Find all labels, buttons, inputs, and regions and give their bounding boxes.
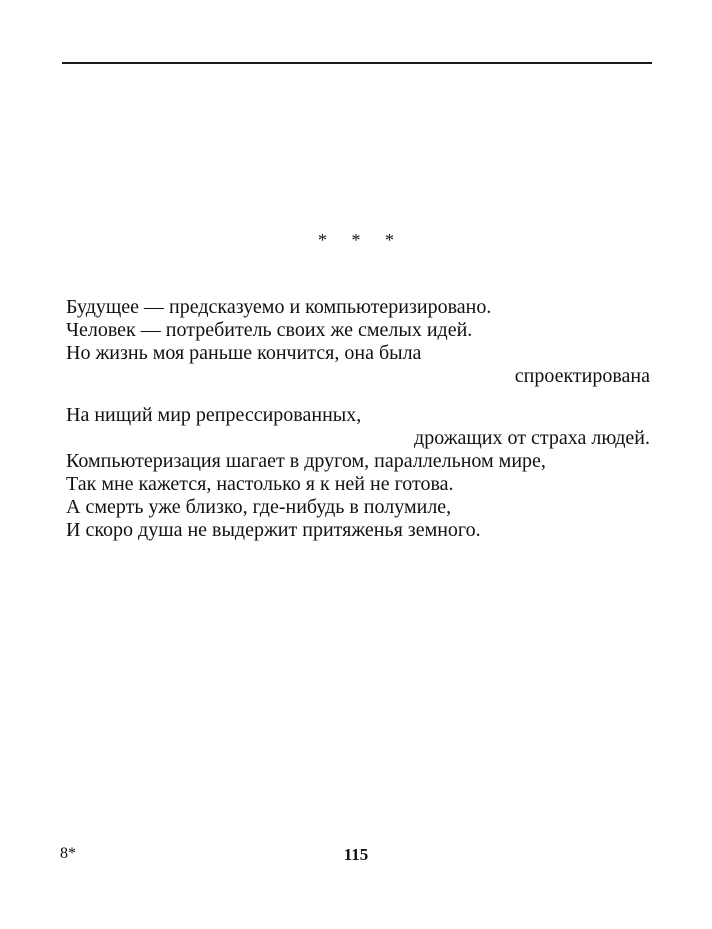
poem-line: Но жизнь моя раньше кончится, она была [66,342,422,364]
stanza-2 [66,404,650,542]
poem-line: Компьютеризация шагает в другом, параллельном мире, [66,450,546,472]
poem-line-continuation: дрожащих от страха людей. [414,427,650,449]
header-rule [62,62,652,64]
stanza-break [66,388,650,404]
poem-line: Будущее — предсказуемо и компьютеризировано. [66,296,492,318]
section-ornament: * * * [318,230,404,250]
poem-line: А смерть уже близко, где-нибудь в полумиле, [66,496,452,518]
page-number: 115 [343,845,369,864]
poem-line: На нищий мир репрессированных, [66,404,362,426]
stanza-1 [66,296,650,388]
poem-line: Человек — потребитель своих же смелых идей. [66,319,473,341]
poem [66,296,650,542]
poem-line-continuation: спроектирована [514,365,650,387]
poem-line: И скоро душа не выдержит притяженья земного. [66,519,481,541]
poem-line: Так мне кажется, настолько я к ней не готова. [66,473,454,495]
printer-signature-mark: 8* [60,845,76,862]
